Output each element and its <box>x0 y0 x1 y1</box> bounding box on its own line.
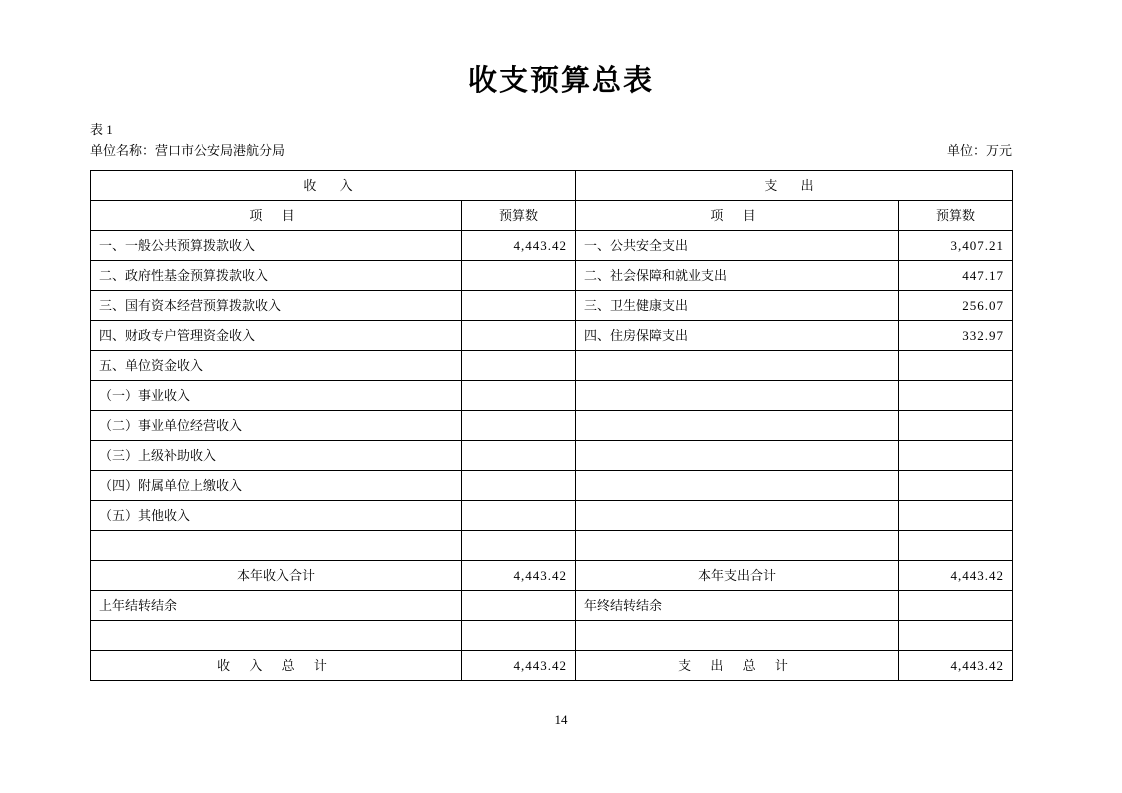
expense-item <box>576 501 899 531</box>
budget-table <box>90 170 1013 681</box>
expense-blank-item <box>576 621 899 651</box>
income-item: 二、政府性基金预算拨款收入 <box>91 261 462 291</box>
income-subtotal-value: 4,443.42 <box>462 561 576 591</box>
table-column-header-row <box>91 201 1013 231</box>
column-header-income-item: 项 目 <box>91 201 462 231</box>
income-item: （三）上级补助收入 <box>91 441 462 471</box>
income-budget <box>462 501 576 531</box>
expense-item <box>576 441 899 471</box>
income-budget <box>462 441 576 471</box>
table-carryover-row <box>91 591 1013 621</box>
income-item: 四、财政专户管理资金收入 <box>91 321 462 351</box>
table-total-row <box>91 651 1013 681</box>
income-blank-value <box>462 621 576 651</box>
expense-total-value: 4,443.42 <box>899 651 1013 681</box>
page-number: 14 <box>554 712 568 727</box>
table-blank-row <box>91 621 1013 651</box>
table-row <box>91 471 1013 501</box>
table-row <box>91 531 1013 561</box>
income-budget: 4,443.42 <box>462 231 576 261</box>
expense-subtotal-label: 本年支出合计 <box>576 561 899 591</box>
income-budget <box>462 261 576 291</box>
income-budget <box>462 471 576 501</box>
table-subtotal-row <box>91 561 1013 591</box>
expense-item: 三、卫生健康支出 <box>576 291 899 321</box>
table-row <box>91 441 1013 471</box>
expense-carryover-label: 年终结转结余 <box>576 591 899 621</box>
unit-name-label: 单位名称：营口市公安局港航分局 <box>90 143 286 158</box>
expense-budget <box>899 351 1013 381</box>
income-item: 五、单位资金收入 <box>91 351 462 381</box>
expense-budget <box>899 501 1013 531</box>
expense-item <box>576 531 899 561</box>
table-row <box>91 291 1013 321</box>
income-carryover-label: 上年结转结余 <box>91 591 462 621</box>
income-budget <box>462 291 576 321</box>
expense-total-label: 支 出 总 计 <box>576 651 899 681</box>
meta-row <box>90 140 1012 162</box>
column-header-income-budget: 预算数 <box>462 201 576 231</box>
income-budget <box>462 351 576 381</box>
expense-item <box>576 471 899 501</box>
expense-budget <box>899 381 1013 411</box>
income-item: （二）事业单位经营收入 <box>91 411 462 441</box>
income-item: 三、国有资本经营预算拨款收入 <box>91 291 462 321</box>
expense-item <box>576 381 899 411</box>
expense-subtotal-value: 4,443.42 <box>899 561 1013 591</box>
expense-budget <box>899 471 1013 501</box>
income-blank-item <box>91 621 462 651</box>
income-budget <box>462 381 576 411</box>
unit-measure-label: 单位：万元 <box>946 143 1012 158</box>
expense-budget <box>899 441 1013 471</box>
expense-budget <box>899 411 1013 441</box>
income-item: 一、一般公共预算拨款收入 <box>91 231 462 261</box>
table-meta <box>90 120 1012 162</box>
expense-item <box>576 351 899 381</box>
expense-budget: 3,407.21 <box>899 231 1013 261</box>
income-item <box>91 531 462 561</box>
table-row <box>91 381 1013 411</box>
income-carryover-value <box>462 591 576 621</box>
expense-budget: 256.07 <box>899 291 1013 321</box>
column-header-expense-item: 项 目 <box>576 201 899 231</box>
table-group-header-row <box>91 171 1013 201</box>
income-budget <box>462 531 576 561</box>
income-item: （五）其他收入 <box>91 501 462 531</box>
table-row <box>91 321 1013 351</box>
income-item: （一）事业收入 <box>91 381 462 411</box>
income-budget <box>462 411 576 441</box>
group-header-expense: 支 出 <box>576 171 1013 201</box>
table-row <box>91 231 1013 261</box>
income-budget <box>462 321 576 351</box>
group-header-income: 收 入 <box>91 171 576 201</box>
expense-item <box>576 411 899 441</box>
expense-blank-value <box>899 621 1013 651</box>
expense-item: 一、公共安全支出 <box>576 231 899 261</box>
column-header-expense-budget: 预算数 <box>899 201 1013 231</box>
income-item: （四）附属单位上缴收入 <box>91 471 462 501</box>
table-row <box>91 351 1013 381</box>
income-total-label: 收 入 总 计 <box>91 651 462 681</box>
income-subtotal-label: 本年收入合计 <box>91 561 462 591</box>
expense-budget <box>899 531 1013 561</box>
expense-carryover-value <box>899 591 1013 621</box>
income-total-value: 4,443.42 <box>462 651 576 681</box>
table-row <box>91 261 1013 291</box>
expense-budget: 447.17 <box>899 261 1013 291</box>
table-row <box>91 501 1013 531</box>
page-title: 收支预算总表 <box>467 63 654 97</box>
expense-budget: 332.97 <box>899 321 1013 351</box>
table-label: 表 1 <box>90 122 113 137</box>
expense-item: 二、社会保障和就业支出 <box>576 261 899 291</box>
expense-item: 四、住房保障支出 <box>576 321 899 351</box>
table-row <box>91 411 1013 441</box>
